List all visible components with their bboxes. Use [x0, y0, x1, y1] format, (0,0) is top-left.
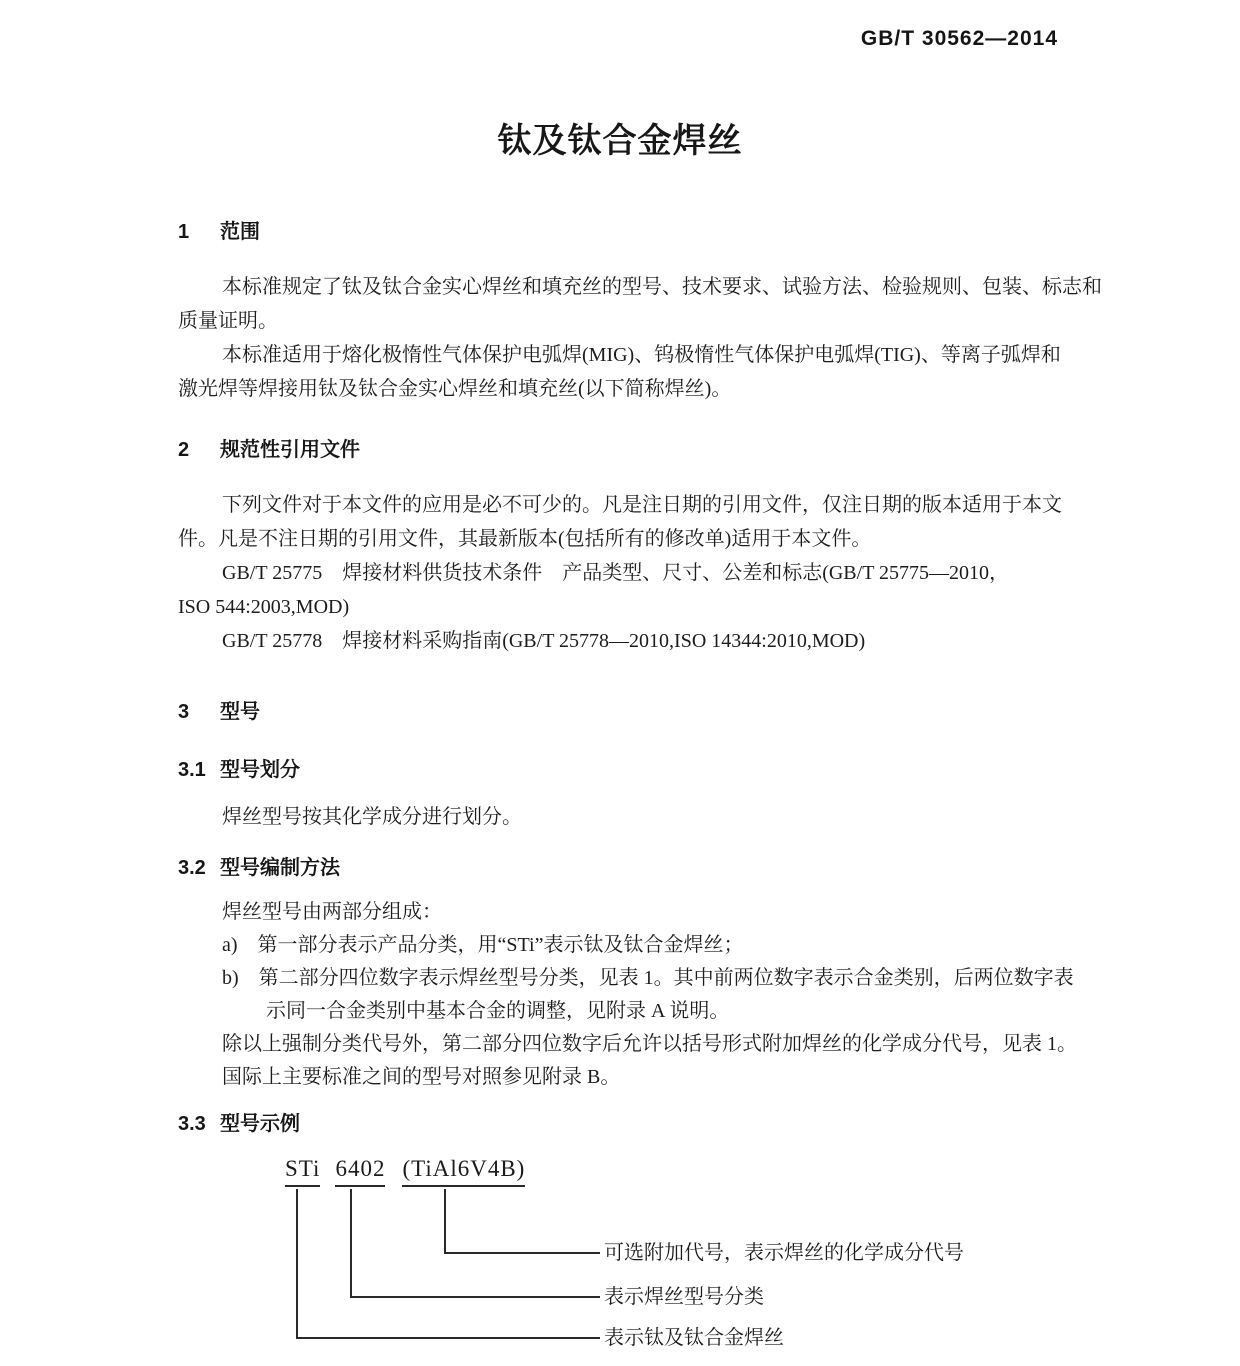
standard-code: GB/T 30562—2014	[860, 27, 1058, 50]
paragraph-line: 质量证明。	[178, 310, 278, 332]
section-1-heading	[178, 218, 1106, 246]
model-code-digits: 6402	[335, 1156, 385, 1187]
section-2-body	[178, 488, 1106, 658]
callout-horizontal-line	[350, 1296, 600, 1298]
document-body	[178, 218, 1106, 1366]
callout-horizontal-line	[296, 1337, 600, 1339]
model-code-prefix: STi	[285, 1156, 320, 1187]
section-number: 3.1	[178, 759, 206, 781]
section-number: 3.3	[178, 1113, 206, 1135]
section-2-heading	[178, 436, 1106, 464]
section-title-text: 型号划分	[220, 759, 300, 781]
paragraph-line: 焊丝型号按其化学成分进行划分。	[222, 806, 522, 828]
callout-vertical-line	[296, 1189, 298, 1337]
section-number: 1	[178, 221, 190, 243]
paragraph-line: 焊丝型号由两部分组成：	[222, 901, 442, 923]
section-3-heading	[178, 698, 1106, 726]
section-3-3-heading	[178, 1110, 1106, 1138]
callout-label-type-class: 表示焊丝型号分类	[604, 1286, 764, 1308]
callout-label-chemical-code: 可选附加代号，表示焊丝的化学成分代号	[604, 1242, 964, 1264]
paragraph-line: 下列文件对于本文件的应用是必不可少的。凡是注日期的引用文件，仅注日期的版本适用于本文	[222, 494, 1062, 516]
paragraph-line: 本标准适用于熔化极惰性气体保护电弧焊(MIG)、钨极惰性气体保护电弧焊(TIG)、等离子弧焊和	[222, 344, 1061, 366]
callout-horizontal-line	[444, 1252, 600, 1254]
reference-line: GB/T 25778 焊接材料采购指南(GB/T 25778—2010,ISO 14344:2010,MOD)	[222, 630, 866, 652]
callout-label-product-class: 表示钛及钛合金焊丝	[604, 1327, 784, 1349]
section-3-2-body	[178, 896, 1106, 1094]
list-item-b-continuation: 示同一合金类别中基本合金的调整，见附录 A 说明。	[266, 1000, 730, 1022]
section-3-1-body	[178, 800, 1106, 834]
model-example-diagram	[285, 1156, 1106, 1366]
page-header	[0, 0, 1240, 51]
paragraph-line: 国际上主要标准之间的型号对照参见附录 B。	[222, 1066, 621, 1088]
paragraph-line: 件。凡是不注日期的引用文件，其最新版本(包括所有的修改单)适用于本文件。	[178, 528, 872, 550]
section-title-text: 型号	[220, 701, 260, 723]
section-number: 3.2	[178, 857, 206, 879]
paragraph-line: 激光焊等焊接用钛及钛合金实心焊丝和填充丝(以下简称焊丝)。	[178, 378, 732, 400]
section-title-text: 型号编制方法	[220, 857, 340, 879]
section-1-body	[178, 270, 1106, 406]
list-item-a: a) 第一部分表示产品分类，用“STi”表示钛及钛合金焊丝；	[222, 934, 744, 956]
model-code-chemical: (TiAl6V4B)	[402, 1156, 525, 1187]
section-title-text: 规范性引用文件	[220, 439, 360, 461]
paragraph-line: 本标准规定了钛及钛合金实心焊丝和填充丝的型号、技术要求、试验方法、检验规则、包装、标志和	[222, 276, 1102, 298]
section-title-text: 范围	[220, 221, 260, 243]
callout-vertical-line	[350, 1189, 352, 1296]
section-number: 3	[178, 701, 190, 723]
model-code	[285, 1156, 525, 1187]
reference-line: GB/T 25775 焊接材料供货技术条件 产品类型、尺寸、公差和标志(GB/T 25775—2010，	[222, 562, 1010, 584]
document-title: 钛及钛合金焊丝	[497, 122, 743, 160]
section-number: 2	[178, 439, 190, 461]
callout-vertical-line	[444, 1189, 446, 1252]
paragraph-line: 除以上强制分类代号外，第二部分四位数字后允许以括号形式附加焊丝的化学成分代号，见表 1。	[222, 1033, 1077, 1055]
section-3-1-heading	[178, 756, 1106, 784]
reference-line: ISO 544:2003,MOD)	[178, 596, 350, 618]
section-title-text: 型号示例	[220, 1113, 300, 1135]
section-3-2-heading	[178, 854, 1106, 882]
list-item-b: b) 第二部分四位数字表示焊丝型号分类，见表 1。其中前两位数字表示合金类别，后两位数字表	[222, 967, 1074, 989]
